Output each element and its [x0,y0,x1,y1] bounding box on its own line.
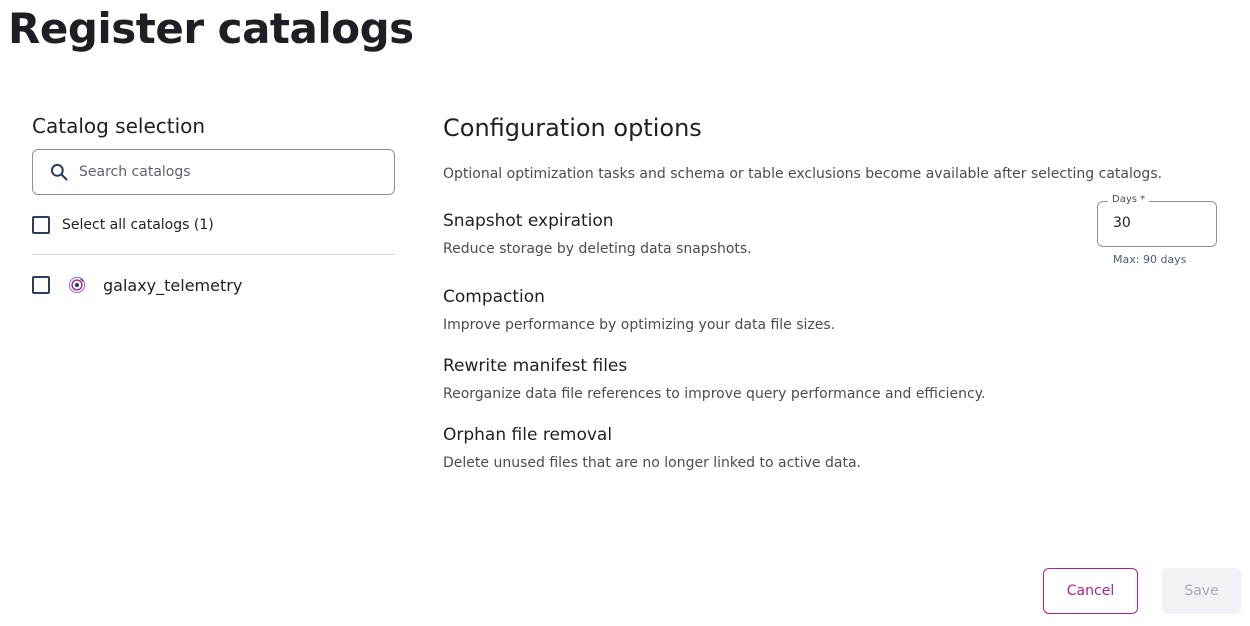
search-box[interactable] [32,149,395,195]
option-description: Improve performance by optimizing your data file sizes. [443,317,836,333]
days-label: Days * [1108,194,1149,205]
catalog-selection-panel [32,114,395,296]
option-title: Compaction [443,287,545,307]
select-all-checkbox[interactable] [32,216,50,234]
configuration-description: Optional optimization tasks and schema or table exclusions become available after selecting catalogs. [443,166,1163,182]
search-input[interactable] [79,164,379,180]
option-description: Reduce storage by deleting data snapshots. [443,241,752,257]
list-item[interactable] [32,274,395,296]
cancel-button[interactable]: Cancel [1043,568,1138,614]
configuration-title: Configuration options [443,114,702,142]
option-title: Orphan file removal [443,425,613,445]
select-all-row[interactable] [32,214,395,236]
divider [32,254,395,255]
option-rewrite-manifest-files [443,356,985,402]
configuration-panel [443,114,1233,471]
option-orphan-file-removal [443,425,861,471]
option-description: Reorganize data file references to improve query performance and efficiency. [443,386,986,402]
option-title: Rewrite manifest files [443,356,628,376]
catalog-selection-title: Catalog selection [32,114,206,138]
days-helper-text: Max: 90 days [1113,253,1187,266]
catalog-name: galaxy_telemetry [103,275,243,295]
option-description: Delete unused files that are no longer linked to active data. [443,455,861,471]
option-title: Snapshot expiration [443,211,614,231]
select-all-label: Select all catalogs (1) [62,217,214,233]
days-input[interactable] [1113,215,1203,231]
save-button[interactable]: Save [1162,568,1241,614]
catalog-target-icon [68,276,86,294]
days-field[interactable] [1097,194,1217,247]
search-icon [49,162,69,182]
page-title: Register catalogs [8,4,414,53]
option-compaction [443,287,835,333]
option-snapshot-expiration [443,211,752,257]
catalog-checkbox[interactable] [32,276,50,294]
